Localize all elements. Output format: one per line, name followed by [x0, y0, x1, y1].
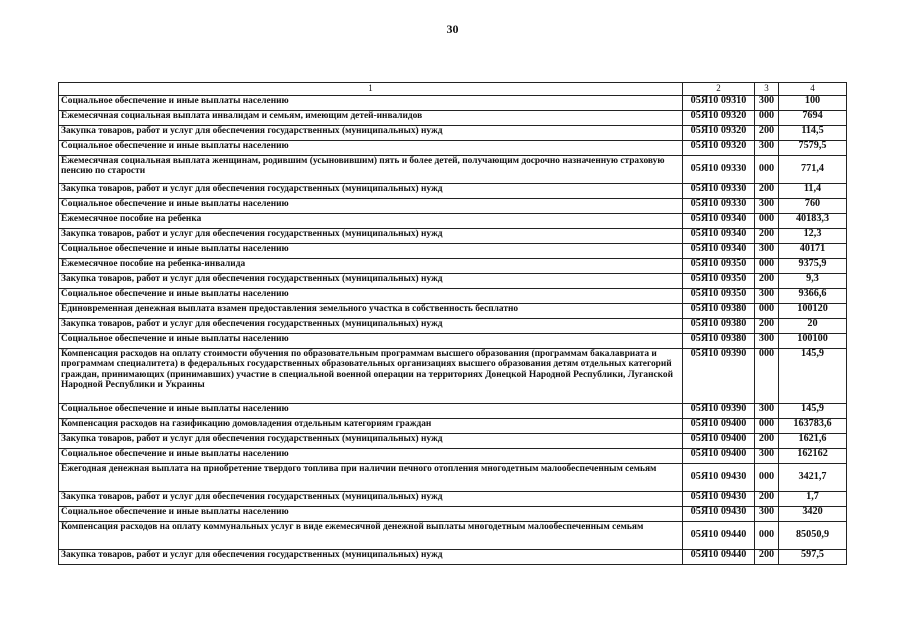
row-expense-type-cell: 200 — [755, 126, 779, 141]
row-amount-cell: 3421,7 — [779, 464, 847, 492]
row-code-cell: 05Я10 09380 — [683, 334, 755, 349]
row-expense-type-cell: 300 — [755, 449, 779, 464]
row-amount-cell: 12,3 — [779, 229, 847, 244]
row-code-cell: 05Я10 09330 — [683, 184, 755, 199]
row-expense-type-cell: 200 — [755, 550, 779, 565]
row-expense-type-cell: 300 — [755, 199, 779, 214]
table-row — [59, 199, 847, 214]
row-name-cell: Социальное обеспечение и иные выплаты населению — [59, 334, 683, 349]
table-row — [59, 507, 847, 522]
row-expense-type-cell: 200 — [755, 184, 779, 199]
row-code-cell: 05Я10 09350 — [683, 259, 755, 274]
table-row — [59, 419, 847, 434]
table-row — [59, 229, 847, 244]
header-col-4: 4 — [779, 83, 847, 96]
row-name-cell: Социальное обеспечение и иные выплаты населению — [59, 404, 683, 419]
row-name-cell: Ежемесячная социальная выплата инвалидам и семьям, имеющим детей-инвалидов — [59, 111, 683, 126]
row-expense-type-cell: 000 — [755, 349, 779, 404]
table-row — [59, 434, 847, 449]
row-code-cell: 05Я10 09430 — [683, 492, 755, 507]
row-name-cell: Компенсация расходов на оплату стоимости обучения по образовательным программам высшего образования (программам бакалавриата и программам специалитета) в федеральных государственных образовательных организациях высшего образования детям отдельных категорий граждан, принимающих (принимавших) участие в специальной военной операции на территориях Донецкой Народной Республики, Луганской Народной Республики и Украины — [59, 349, 683, 404]
table-row — [59, 141, 847, 156]
row-code-cell: 05Я10 09330 — [683, 199, 755, 214]
row-amount-cell: 760 — [779, 199, 847, 214]
table-row — [59, 274, 847, 289]
row-code-cell: 05Я10 09380 — [683, 319, 755, 334]
row-code-cell: 05Я10 09430 — [683, 464, 755, 492]
row-name-cell: Ежемесячное пособие на ребенка-инвалида — [59, 259, 683, 274]
row-amount-cell: 597,5 — [779, 550, 847, 565]
row-name-cell: Социальное обеспечение и иные выплаты населению — [59, 289, 683, 304]
row-code-cell: 05Я10 09390 — [683, 349, 755, 404]
header-col-1: 1 — [59, 83, 683, 96]
row-name-cell: Социальное обеспечение и иные выплаты населению — [59, 507, 683, 522]
row-expense-type-cell: 300 — [755, 289, 779, 304]
row-expense-type-cell: 000 — [755, 522, 779, 550]
table-row — [59, 184, 847, 199]
row-expense-type-cell: 000 — [755, 304, 779, 319]
row-amount-cell: 145,9 — [779, 404, 847, 419]
row-name-cell: Закупка товаров, работ и услуг для обеспечения государственных (муниципальных) нужд — [59, 550, 683, 565]
row-amount-cell: 9375,9 — [779, 259, 847, 274]
row-expense-type-cell: 000 — [755, 419, 779, 434]
table-row — [59, 464, 847, 492]
header-col-2: 2 — [683, 83, 755, 96]
row-code-cell: 05Я10 09350 — [683, 289, 755, 304]
row-amount-cell: 9366,6 — [779, 289, 847, 304]
row-name-cell: Компенсация расходов на оплату коммунальных услуг в виде ежемесячной денежной выплаты многодетным малообеспеченным семьям — [59, 522, 683, 550]
row-expense-type-cell: 000 — [755, 214, 779, 229]
table-row — [59, 96, 847, 111]
row-name-cell: Социальное обеспечение и иные выплаты населению — [59, 244, 683, 259]
row-name-cell: Ежегодная денежная выплата на приобретение твердого топлива при наличии печного отопления многодетным малообеспеченным семьям — [59, 464, 683, 492]
row-amount-cell: 100100 — [779, 334, 847, 349]
row-code-cell: 05Я10 09430 — [683, 507, 755, 522]
table-row — [59, 550, 847, 565]
row-name-cell: Закупка товаров, работ и услуг для обеспечения государственных (муниципальных) нужд — [59, 229, 683, 244]
table-row — [59, 404, 847, 419]
row-code-cell: 05Я10 09440 — [683, 522, 755, 550]
row-code-cell: 05Я10 09390 — [683, 404, 755, 419]
row-name-cell: Социальное обеспечение и иные выплаты населению — [59, 449, 683, 464]
row-amount-cell: 1621,6 — [779, 434, 847, 449]
row-amount-cell: 100 — [779, 96, 847, 111]
row-name-cell: Социальное обеспечение и иные выплаты населению — [59, 141, 683, 156]
row-name-cell: Закупка товаров, работ и услуг для обеспечения государственных (муниципальных) нужд — [59, 319, 683, 334]
row-expense-type-cell: 200 — [755, 319, 779, 334]
row-code-cell: 05Я10 09340 — [683, 229, 755, 244]
table-row — [59, 259, 847, 274]
row-name-cell: Закупка товаров, работ и услуг для обеспечения государственных (муниципальных) нужд — [59, 184, 683, 199]
row-amount-cell: 145,9 — [779, 349, 847, 404]
row-code-cell: 05Я10 09320 — [683, 126, 755, 141]
row-expense-type-cell: 000 — [755, 111, 779, 126]
row-expense-type-cell: 300 — [755, 141, 779, 156]
row-expense-type-cell: 300 — [755, 507, 779, 522]
row-amount-cell: 771,4 — [779, 156, 847, 184]
row-expense-type-cell: 000 — [755, 156, 779, 184]
row-expense-type-cell: 200 — [755, 274, 779, 289]
row-amount-cell: 3420 — [779, 507, 847, 522]
row-amount-cell: 40171 — [779, 244, 847, 259]
row-name-cell: Закупка товаров, работ и услуг для обеспечения государственных (муниципальных) нужд — [59, 126, 683, 141]
row-expense-type-cell: 200 — [755, 492, 779, 507]
row-name-cell: Закупка товаров, работ и услуг для обеспечения государственных (муниципальных) нужд — [59, 434, 683, 449]
table-row — [59, 492, 847, 507]
row-name-cell: Социальное обеспечение и иные выплаты населению — [59, 96, 683, 111]
table-body — [59, 96, 847, 565]
row-code-cell: 05Я10 09440 — [683, 550, 755, 565]
row-code-cell: 05Я10 09320 — [683, 141, 755, 156]
row-expense-type-cell: 300 — [755, 334, 779, 349]
row-expense-type-cell: 000 — [755, 259, 779, 274]
row-code-cell: 05Я10 09340 — [683, 214, 755, 229]
table-header — [59, 83, 847, 96]
table-row — [59, 304, 847, 319]
row-code-cell: 05Я10 09330 — [683, 156, 755, 184]
table-row — [59, 244, 847, 259]
table-row — [59, 289, 847, 304]
row-amount-cell: 7579,5 — [779, 141, 847, 156]
page-number: 30 — [446, 22, 459, 36]
row-name-cell: Ежемесячное пособие на ребенка — [59, 214, 683, 229]
row-name-cell: Социальное обеспечение и иные выплаты населению — [59, 199, 683, 214]
header-col-3: 3 — [755, 83, 779, 96]
row-code-cell: 05Я10 09350 — [683, 274, 755, 289]
row-code-cell: 05Я10 09310 — [683, 96, 755, 111]
table-row — [59, 334, 847, 349]
row-amount-cell: 1,7 — [779, 492, 847, 507]
table-row — [59, 126, 847, 141]
row-expense-type-cell: 000 — [755, 464, 779, 492]
table-row — [59, 522, 847, 550]
row-name-cell: Закупка товаров, работ и услуг для обеспечения государственных (муниципальных) нужд — [59, 274, 683, 289]
row-amount-cell: 162162 — [779, 449, 847, 464]
row-expense-type-cell: 300 — [755, 244, 779, 259]
row-amount-cell: 85050,9 — [779, 522, 847, 550]
row-amount-cell: 20 — [779, 319, 847, 334]
row-name-cell: Закупка товаров, работ и услуг для обеспечения государственных (муниципальных) нужд — [59, 492, 683, 507]
row-code-cell: 05Я10 09380 — [683, 304, 755, 319]
row-amount-cell: 11,4 — [779, 184, 847, 199]
table-row — [59, 319, 847, 334]
table-row — [59, 214, 847, 229]
table-row — [59, 449, 847, 464]
row-expense-type-cell: 200 — [755, 434, 779, 449]
row-name-cell: Ежемесячная социальная выплата женщинам, родившим (усыновившим) пять и более детей, получающим досрочно назначенную страховую пенсию по старости — [59, 156, 683, 184]
row-expense-type-cell: 300 — [755, 404, 779, 419]
row-code-cell: 05Я10 09400 — [683, 419, 755, 434]
table-row — [59, 156, 847, 184]
row-expense-type-cell: 300 — [755, 96, 779, 111]
row-code-cell: 05Я10 09400 — [683, 434, 755, 449]
row-expense-type-cell: 200 — [755, 229, 779, 244]
row-amount-cell: 100120 — [779, 304, 847, 319]
table-row — [59, 111, 847, 126]
row-code-cell: 05Я10 09320 — [683, 111, 755, 126]
table-row — [59, 349, 847, 404]
row-amount-cell: 7694 — [779, 111, 847, 126]
row-amount-cell: 9,3 — [779, 274, 847, 289]
row-amount-cell: 114,5 — [779, 126, 847, 141]
row-code-cell: 05Я10 09400 — [683, 449, 755, 464]
row-amount-cell: 40183,3 — [779, 214, 847, 229]
row-amount-cell: 163783,6 — [779, 419, 847, 434]
budget-table — [58, 82, 847, 565]
row-name-cell: Единовременная денежная выплата взамен предоставления земельного участка в собственность бесплатно — [59, 304, 683, 319]
row-code-cell: 05Я10 09340 — [683, 244, 755, 259]
row-name-cell: Компенсация расходов на газификацию домовладения отдельным категориям граждан — [59, 419, 683, 434]
